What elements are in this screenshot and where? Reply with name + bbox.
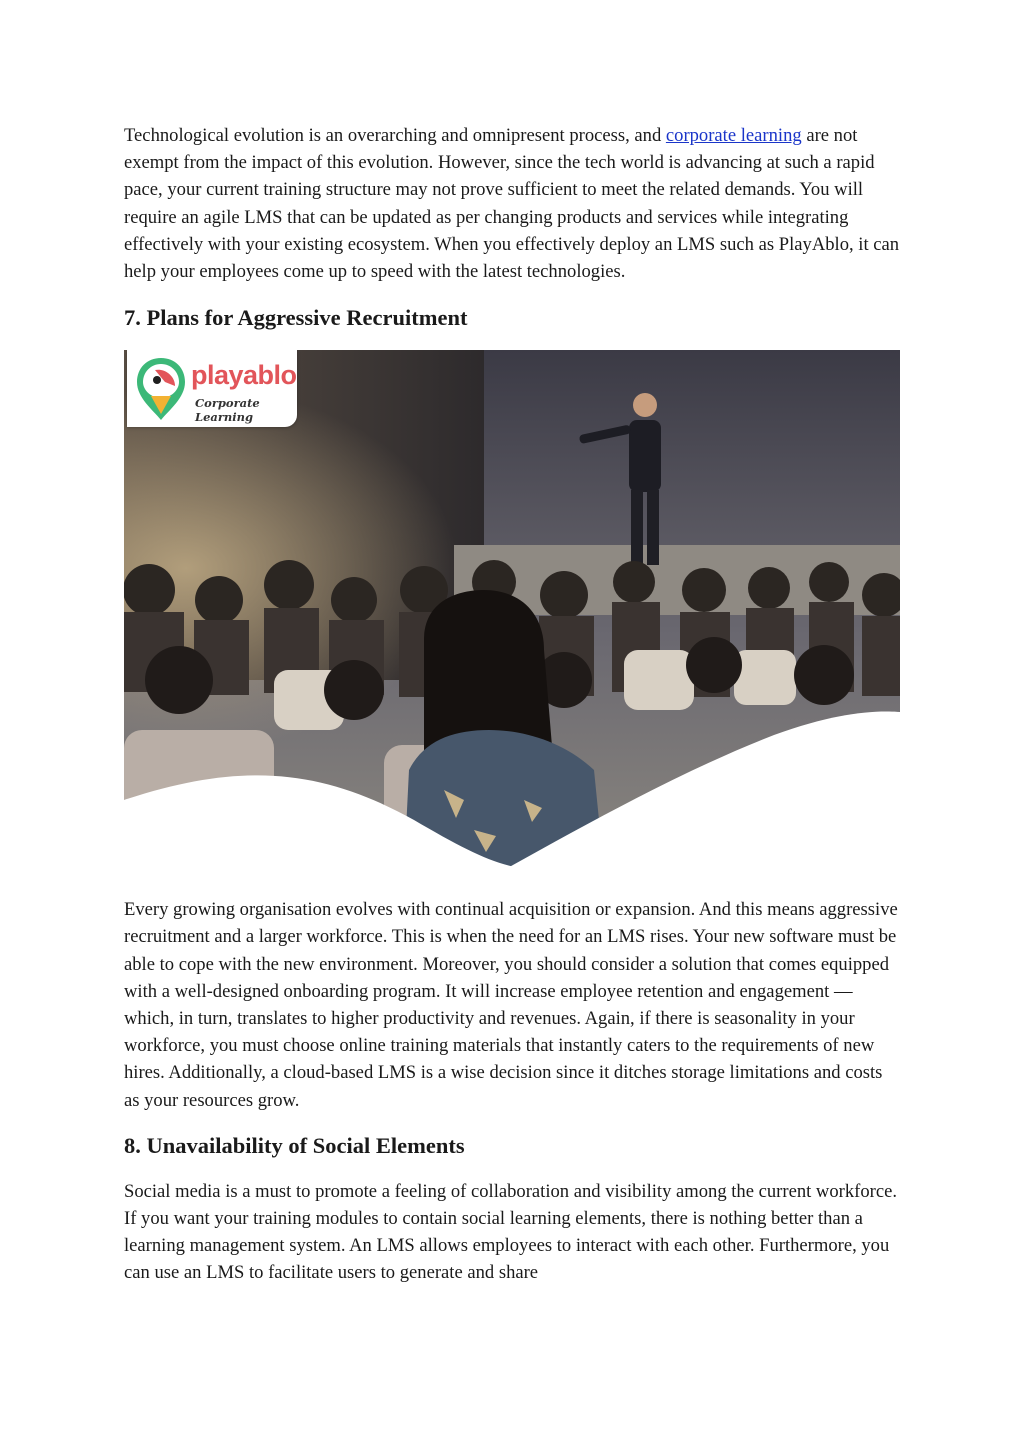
paragraph-text: are not exempt from the impact of this evolution. However, since the tech world is advancing at such a rapid pace, your current training structure may not prove sufficient to meet the related demands. You will require an agile LMS that can be updated as per changing products and services while integrating effectively with your existing ecosystem. When you effectively deploy an LMS such as PlayAblo, it can help your employees come up to speed with the latest technologies. — [124, 125, 900, 283]
paragraph-social-media: Social media is a must to promote a feeling of collaboration and visibility among the current workforce. If you want your training modules to contain social learning elements, there is nothing better than a learning management system. An LMS allows employees to interact with each other. Furthermore, you can use an LMS to facilitate users to generate and share — [124, 1180, 897, 1284]
parrot-pin-icon — [135, 356, 187, 422]
conference-photo — [124, 350, 900, 870]
logo-tagline: Corporate Learning — [195, 396, 260, 425]
corporate-learning-link[interactable]: corporate learning — [665, 125, 802, 146]
playablo-logo-card — [127, 350, 297, 427]
heading-aggressive-recruitment: 7. Plans for Aggressive Recruitment — [124, 305, 468, 331]
paragraph-text: Technological evolution is an overarching and omnipresent process, and — [124, 125, 666, 146]
document-page — [124, 120, 902, 1287]
heading-social-elements: 8. Unavailability of Social Elements — [124, 1132, 465, 1158]
paragraph-tech-evolution — [124, 122, 902, 285]
logo-wordmark: playablo — [191, 360, 297, 391]
paragraph-recruitment: Every growing organisation evolves with continual acquisition or expansion. And this means aggressive recruitment and a larger workforce. This is when the need for an LMS rises. Your new software must be able to cope with the new environment. Moreover, you should consider a solution that comes equipped with a well-designed onboarding program. It will increase employee retention and engagement — which, in turn, translates to higher productivity and revenues. Again, if there is seasonality in your workforce, you must choose online training materials that instantly caters to the requirements of new hires. Additionally, a cloud-based LMS is a wise decision since it ditches storage limitations and costs as your resources grow. — [124, 899, 898, 1111]
audience-scene-image — [124, 350, 900, 870]
